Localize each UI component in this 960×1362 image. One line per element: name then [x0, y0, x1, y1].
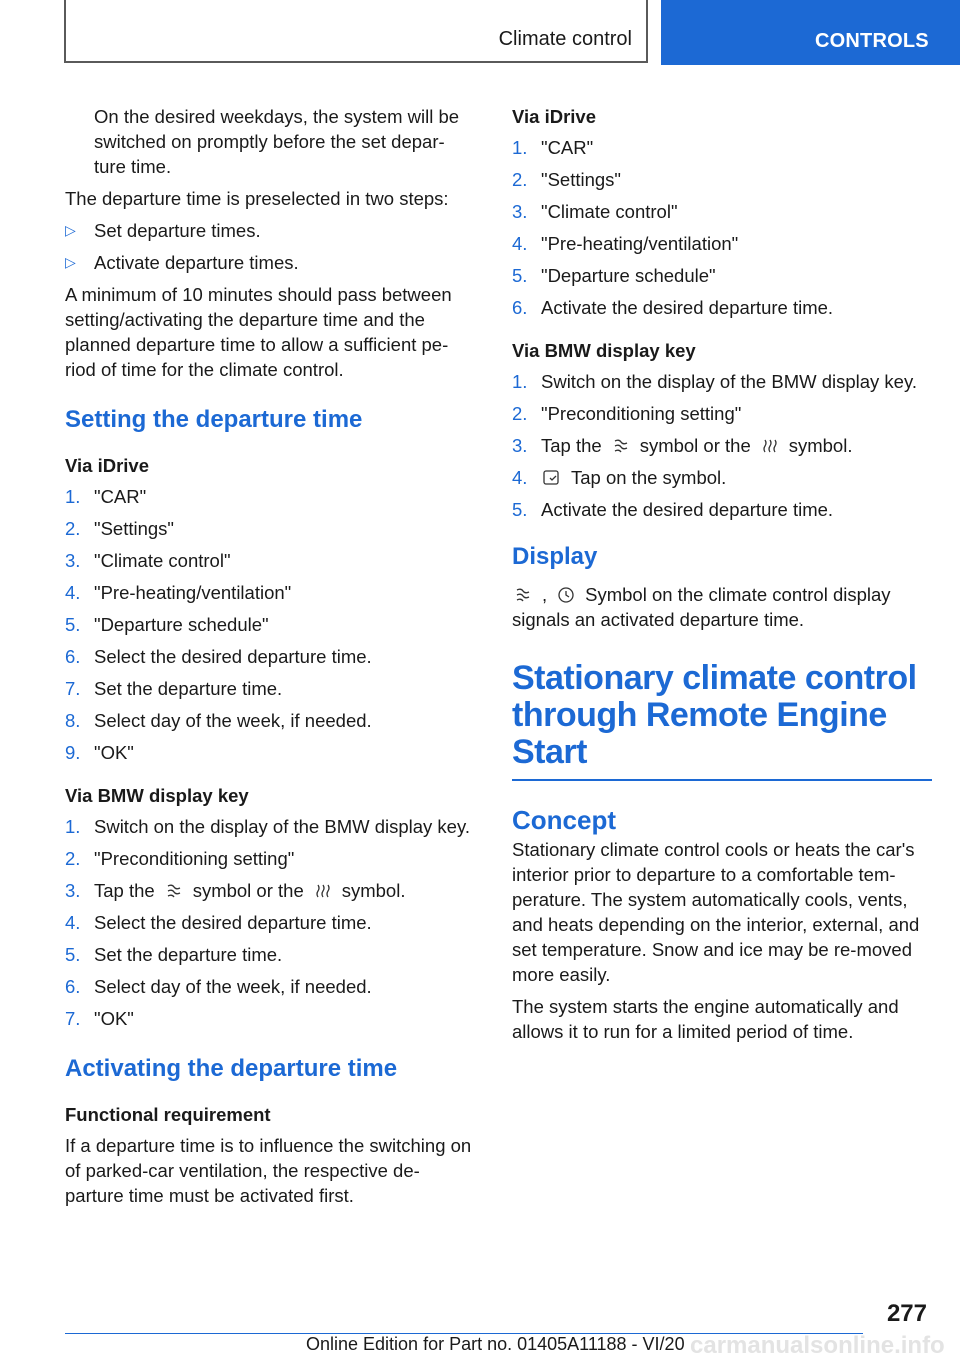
list-item: 1. "CAR"	[65, 486, 147, 507]
footer-edition-text: Online Edition for Part no. 01405A11188 - VI/20	[306, 1334, 685, 1354]
list-item: 6. Activate the desired departure time.	[512, 297, 834, 318]
steps-intro-paragraph: The departure time is preselected in two steps:	[65, 188, 449, 209]
heading-display: Display	[512, 543, 598, 570]
list-item: ▷ Set departure times.	[65, 220, 261, 241]
idrive-steps-list	[65, 484, 475, 765]
ventilation-icon	[163, 881, 185, 899]
subheading-via-bmw-display-key: Via BMW display key	[512, 340, 696, 361]
heading-setting-departure-time: Setting the departure time	[65, 406, 363, 433]
list-item: 5. "Departure schedule"	[512, 265, 716, 286]
display-paragraph: , Symbol on the climate control display signals an activated departure time.	[512, 584, 891, 630]
functional-requirement-paragraph: If a departure time is to influence the switching on of parked-car ventilation, the respective de-parture time must be activated first.	[65, 1135, 472, 1206]
header-section-title: Climate control	[498, 28, 632, 50]
display-key-steps-list	[65, 814, 475, 1031]
list-item: 3. Tap the symbol or the symbol.	[65, 880, 406, 901]
list-item: 1. "CAR"	[512, 137, 594, 158]
intro-paragraph: On the desired weekdays, the system will be switched on promptly before the set depar-ture time.	[94, 106, 460, 177]
list-item: 4. "Pre-heating/ventilation"	[512, 233, 739, 254]
list-item: 1. Switch on the display of the BMW display key.	[512, 371, 917, 392]
ventilation-icon	[512, 585, 534, 603]
right-column	[512, 104, 932, 1051]
list-item: 5. "Departure schedule"	[65, 614, 269, 635]
list-item: 7. Set the departure time.	[65, 678, 283, 699]
list-item: 4. "Pre-heating/ventilation"	[65, 582, 292, 603]
triangle-bullet-icon: ▷	[65, 222, 76, 238]
header-chapter-tab[interactable]: CONTROLS	[661, 0, 960, 65]
list-item: 2. "Preconditioning setting"	[512, 403, 742, 424]
triangle-bullet-icon: ▷	[65, 254, 76, 270]
idrive-activate-steps-list	[512, 135, 932, 320]
list-item: 5. Activate the desired departure time.	[512, 499, 834, 520]
minimum-time-paragraph: A minimum of 10 minutes should pass between setting/activating the departure time and the planned departure time to allow a sufficient pe-riod of time for the climate control.	[65, 284, 452, 380]
ventilation-icon	[610, 436, 632, 454]
list-item: 6. Select day of the week, if needed.	[65, 976, 372, 997]
list-item: 2. "Settings"	[65, 518, 174, 539]
heading-activating-departure-time: Activating the departure time	[65, 1055, 398, 1082]
subheading-via-idrive: Via iDrive	[65, 455, 149, 476]
subheading-via-bmw-display-key: Via BMW display key	[65, 785, 249, 806]
page-number: 277	[886, 1300, 927, 1327]
left-column	[65, 104, 475, 1215]
list-item: 8. Select day of the week, if needed.	[65, 710, 372, 731]
list-item: 6. Select the desired departure time.	[65, 646, 372, 667]
list-item: ▷ Activate departure times.	[65, 252, 299, 273]
list-item: 4. Tap on the symbol.	[512, 467, 727, 488]
heading-concept: Concept	[512, 805, 616, 835]
heating-icon	[759, 436, 781, 454]
list-item: 3. "Climate control"	[65, 550, 231, 571]
list-item: 9. "OK"	[65, 742, 134, 763]
list-item: 4. Select the desired departure time.	[65, 912, 372, 933]
list-item: 3. Tap the symbol or the symbol.	[512, 435, 853, 456]
subheading-via-idrive: Via iDrive	[512, 106, 596, 127]
header-section-box	[64, 0, 648, 63]
list-item: 7. "OK"	[65, 1008, 134, 1029]
heating-icon	[312, 881, 334, 899]
steps-bullet-list	[65, 218, 475, 275]
list-item: 3. "Climate control"	[512, 201, 678, 222]
heading-stationary-climate-control: Stationary climate control through Remote Engine Start	[512, 660, 932, 781]
display-key-activate-steps-list	[512, 369, 932, 522]
subheading-functional-requirement: Functional requirement	[65, 1104, 271, 1125]
page-header	[0, 0, 960, 66]
clock-icon	[555, 585, 577, 603]
engine-paragraph: The system starts the engine automatically and allows it to run for a limited period of time.	[512, 996, 899, 1042]
checkbox-icon	[541, 468, 563, 486]
list-item: 1. Switch on the display of the BMW display key.	[65, 816, 470, 837]
list-item: 2. "Settings"	[512, 169, 621, 190]
watermark-text: carmanualsonline.info	[690, 1332, 945, 1359]
concept-paragraph: Stationary climate control cools or heats the car's interior prior to departure to a comfortable tem-perature. The system automatically cools, vents, and heats depending on the interior, external, and set temperature. Snow and ice may be re-moved more easily.	[512, 839, 920, 985]
list-item: 2. "Preconditioning setting"	[65, 848, 295, 869]
list-item: 5. Set the departure time.	[65, 944, 283, 965]
